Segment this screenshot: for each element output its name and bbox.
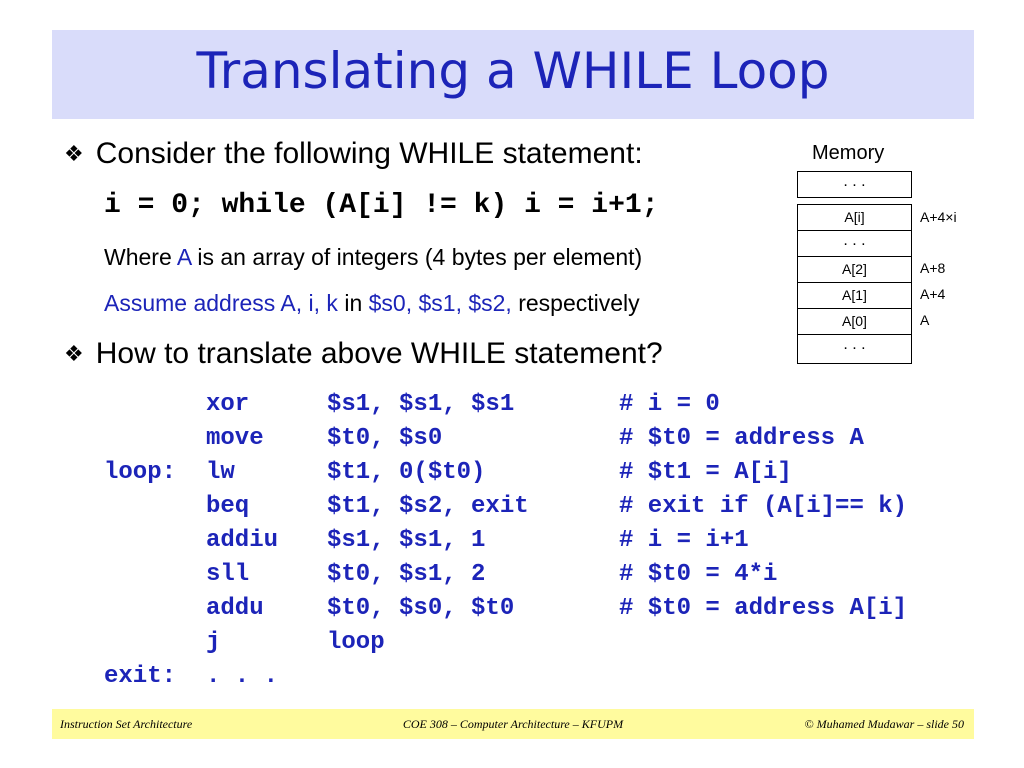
memory-address: A+4 — [920, 286, 946, 302]
bullet-text: How to translate above WHILE statement? — [95, 337, 663, 370]
footer-title: COE 308 – Computer Architecture – KFUPM — [402, 717, 624, 731]
where-note — [104, 244, 642, 271]
while-statement-code: i = 0; while (A[i] != k) i = i+1; — [104, 190, 659, 221]
asm-opcode: beq — [206, 493, 250, 520]
asm-opcode: xor — [206, 391, 250, 418]
asm-comment: # $t0 = 4*i — [619, 561, 778, 588]
asm-comment: # i = i+1 — [619, 527, 749, 554]
asm-operands: loop — [327, 629, 385, 656]
asm-opcode: addiu — [206, 527, 279, 554]
assume-text-3: $s0, $s1, $s2, — [368, 290, 512, 316]
bullet-consider — [64, 137, 643, 171]
asm-comment: # i = 0 — [619, 391, 720, 418]
footer-course: Instruction Set Architecture — [60, 717, 193, 731]
asm-opcode: j — [206, 629, 221, 656]
asm-operands: $t1, $s2, exit — [327, 493, 529, 520]
asm-operands: $t0, $s1, 2 — [327, 561, 486, 588]
asm-operands: $t0, $s0 — [327, 425, 443, 452]
asm-operands: $t1, 0($t0) — [327, 459, 486, 486]
memory-cell: . . . — [797, 171, 912, 198]
asm-comment: # $t0 = address A — [619, 425, 864, 452]
assume-note — [104, 290, 640, 317]
asm-comment: # $t0 = address A[i] — [619, 595, 908, 622]
asm-operands: $s1, $s1, 1 — [327, 527, 486, 554]
asm-comment: # $t1 = A[i] — [619, 459, 792, 486]
memory-address: A+4×i — [920, 209, 957, 225]
assume-text-4: respectively — [511, 290, 640, 316]
bullet-text: Consider the following WHILE statement: — [95, 137, 643, 170]
where-text-pre: Where — [104, 244, 177, 270]
asm-operands: $s1, $s1, $s1 — [327, 391, 515, 418]
memory-label: Memory — [812, 142, 885, 164]
memory-cell: A[i] — [797, 204, 912, 231]
asm-opcode: . . . — [206, 663, 279, 690]
assume-text-2: in — [337, 290, 369, 316]
memory-address: A+8 — [920, 260, 946, 276]
asm-label: loop: — [104, 459, 177, 486]
memory-cell: A[2] — [797, 256, 912, 283]
assume-text-1: Assume address A, i, k — [104, 290, 338, 316]
where-text-a: A — [176, 244, 191, 270]
asm-operands: $t0, $s0, $t0 — [327, 595, 515, 622]
asm-opcode: addu — [206, 595, 264, 622]
memory-cell: . . . — [797, 334, 912, 364]
memory-address: A — [920, 312, 930, 328]
memory-cell: A[0] — [797, 308, 912, 335]
diamond-bullet-icon: ❖ — [64, 141, 84, 166]
memory-cell: A[1] — [797, 282, 912, 309]
title-bar — [52, 30, 974, 119]
slide-title: Translating a WHILE Loop — [196, 42, 830, 100]
footer-bar — [52, 709, 974, 739]
asm-opcode: lw — [206, 459, 235, 486]
asm-label: exit: — [104, 663, 177, 690]
bullet-how — [64, 337, 663, 371]
asm-comment: # exit if (A[i]== k) — [619, 493, 908, 520]
diamond-bullet-icon: ❖ — [64, 341, 84, 366]
footer-slide-number: © Muhamed Mudawar – slide 50 — [804, 717, 964, 731]
asm-opcode: sll — [206, 561, 250, 588]
memory-cell: . . . — [797, 230, 912, 257]
asm-opcode: move — [206, 425, 264, 452]
where-text-post: is an array of integers (4 bytes per element) — [190, 244, 643, 270]
